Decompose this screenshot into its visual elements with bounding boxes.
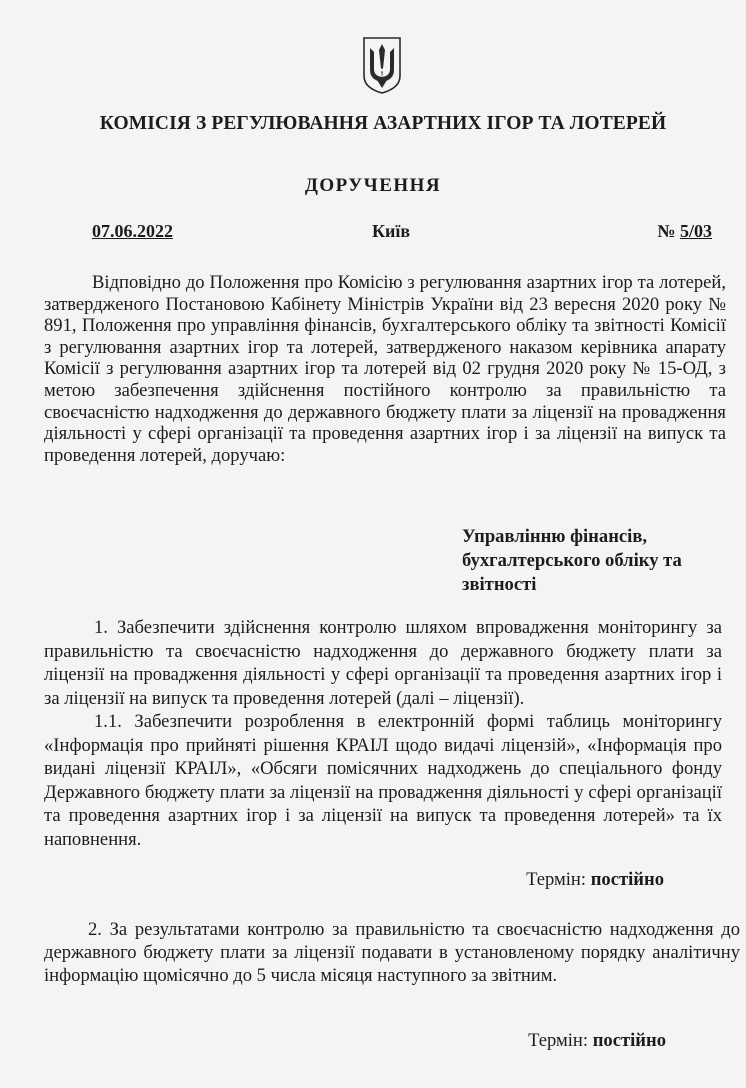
item-2: 2. За результатами контролю за правильністю та своєчасністю надходження до державного бюджету плати за ліцензії подавати в установленому порядку аналітичну інформацію щомісячно до 5 числа місяця наступного за звітним. [44, 919, 740, 986]
deadline-label: Термін: [528, 1030, 589, 1051]
document-type: ДОРУЧЕННЯ [304, 175, 442, 196]
deadline-value: постійно [590, 869, 664, 890]
deadline-value: постійно [592, 1030, 666, 1051]
number-value: 5/03 [679, 221, 712, 241]
deadline-2 [528, 1030, 666, 1052]
addressee: Управлінню фінансів, бухгалтерського обліку та звітності [462, 526, 682, 595]
document-city: Київ [372, 221, 411, 241]
number-label: № [657, 221, 676, 241]
document-date: 07.06.2022 [92, 221, 173, 241]
trident-coat-of-arms-icon [362, 36, 402, 94]
deadline-label: Термін: [526, 869, 587, 890]
item-1: 1. Забезпечити здійснення контролю шляхом впровадження моніторингу за правильністю та своєчасністю надходження до державного бюджету плати за ліцензії на провадження діяльності у сфері організації та проведення азартних ігор і за ліцензії на випуск та проведення лотерей (далі – ліцензії). [44, 617, 722, 709]
deadline-1 [526, 869, 664, 891]
intro-paragraph: Відповідно до Положення про Комісію з регулювання азартних ігор та лотерей, затвердженого Постановою Кабінету Міністрів України від 23 вересня 2020 року № 891, Положення про управління фінансів, бухгалтерського обліку та звітності Комісії з регулювання азартних ігор та лотерей, затвердженого наказом керівника апарату Комісії з регулювання азартних ігор та лотерей від 02 грудня 2020 року № 15-ОД, з метою забезпечення здійснення постійного контролю за правильністю та своєчасністю надходження до державного бюджету плати за ліцензії на провадження діяльності у сфері організації та проведення азартних ігор і за ліцензії на випуск та проведення лотерей, доручаю: [44, 272, 726, 466]
document-number [657, 221, 712, 242]
item-1-1: 1.1. Забезпечити розроблення в електронній формі таблиць моніторингу «Інформація про прийняті рішення КРАІЛ щодо видачі ліцензій», «Інформація про видані ліцензії КРАІЛ», «Обсяги помісячних надходжень до спеціального фонду Державного бюджету плати за ліцензії на провадження діяльності у сфері організації та проведення азартних ігор і за ліцензії на випуск та проведення лотерей» та їх наповнення. [44, 711, 722, 850]
organization-title: КОМІСІЯ З РЕГУЛЮВАННЯ АЗАРТНИХ ІГОР ТА ЛОТЕРЕЙ [99, 113, 667, 134]
